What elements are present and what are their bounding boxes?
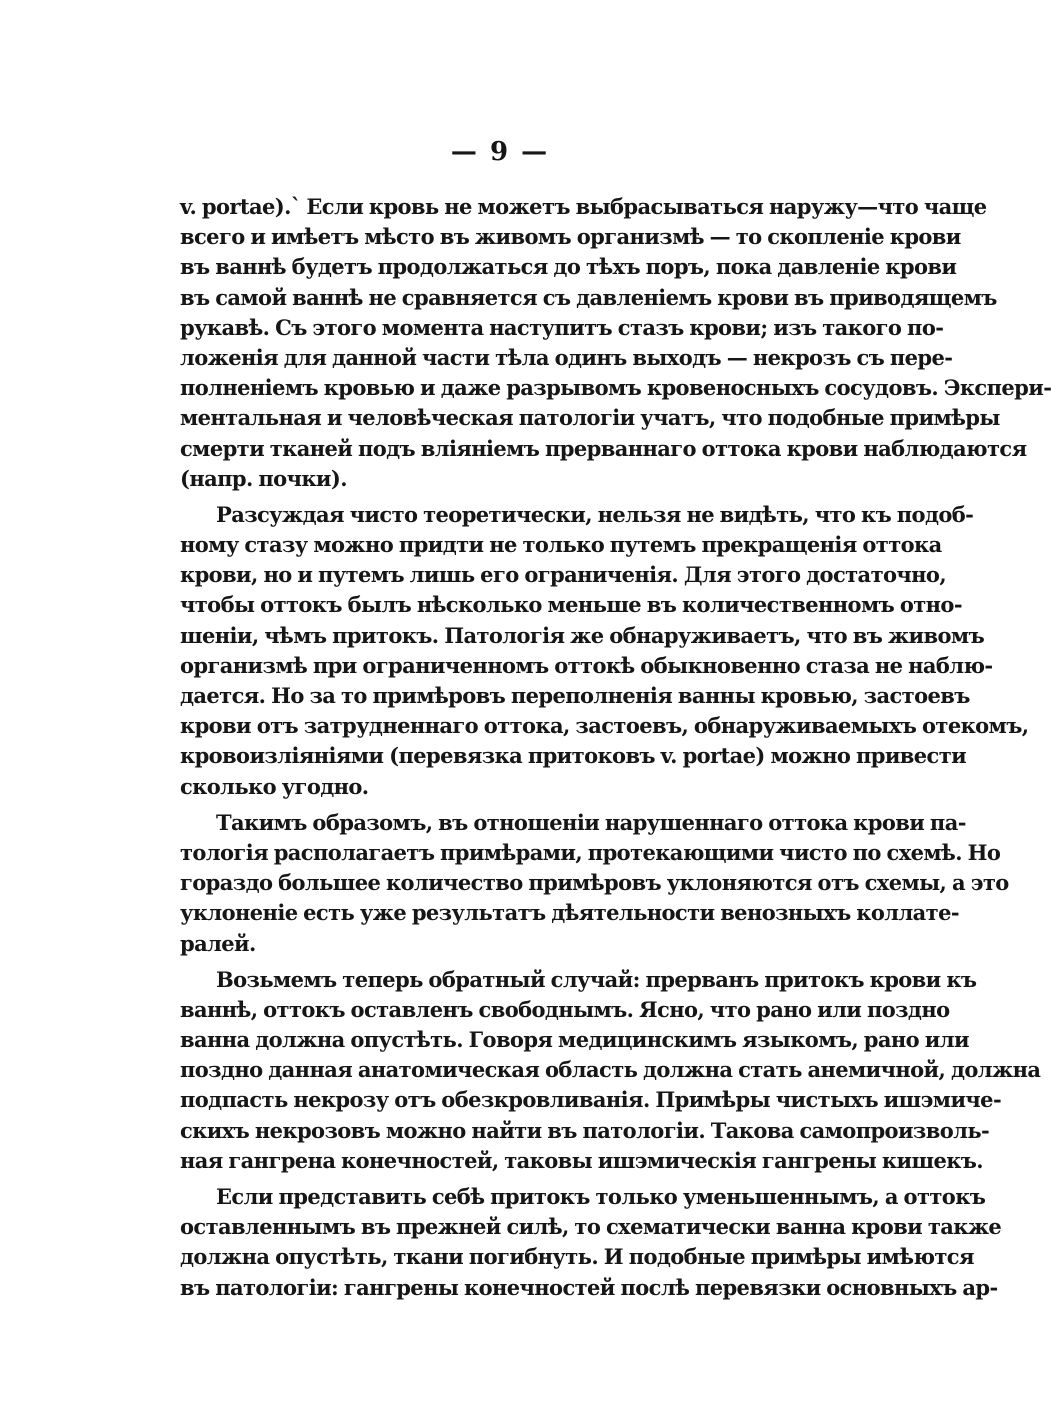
text-line: Если представить себѣ притокъ только уменьшеннымъ, а оттокъ bbox=[216, 1184, 986, 1209]
text-line: ная гангрена конечностей, таковы ишэмическія гангрены кишекъ. bbox=[180, 1147, 983, 1173]
text-line: Такимъ образомъ, въ отношеніи нарушеннаго оттока крови па- bbox=[216, 809, 966, 835]
text-line: ному стазу можно придти не только путемъ прекращенія оттока bbox=[180, 532, 942, 558]
text-line: въ самой ваннѣ не сравняется съ давленіемъ крови въ приводящемъ bbox=[180, 284, 997, 310]
text-line: всего и имѣетъ мѣсто въ живомъ организмѣ — то скопленіе крови bbox=[180, 224, 961, 250]
text-line: (напр. почки). bbox=[180, 465, 347, 491]
text-line: Возьмемъ теперь обратный случай: прерванъ притокъ крови къ bbox=[216, 966, 977, 992]
text-line: кровоизліяніями (перевязка притоковъ v. portae) можно привести bbox=[180, 743, 967, 769]
paragraph-2 bbox=[180, 500, 1029, 802]
page-number: — 9 — bbox=[450, 137, 550, 167]
text-line: въ ваннѣ будетъ продолжаться до тѣхъ поръ, пока давленіе крови bbox=[180, 254, 957, 280]
text-line: сколько угодно. bbox=[180, 773, 369, 799]
body-text bbox=[180, 192, 1051, 1303]
text-line: поздно данная анатомическая область должна стать анемичной, должна bbox=[180, 1057, 1041, 1083]
text-line: скихъ некрозовъ можно найти въ патологіи. Такова самопроизволь- bbox=[180, 1117, 990, 1143]
text-line: крови, но и путемъ лишь его ограниченія. Для этого достаточно, bbox=[180, 562, 947, 588]
paragraph-5 bbox=[180, 1182, 1002, 1303]
text-line: оставленнымъ въ прежней силѣ, то схематически ванна крови также bbox=[180, 1214, 1002, 1240]
paragraph-3 bbox=[180, 808, 1009, 959]
text-line: въ патологіи: гангрены конечностей послѣ перевязки основныхъ ар- bbox=[180, 1274, 998, 1300]
text-line: ложенія для данной части тѣла одинъ выходъ — некрозъ съ пере- bbox=[180, 344, 953, 370]
paragraph-4 bbox=[180, 965, 1041, 1176]
text-line: организмѣ при ограниченномъ оттокѣ обыкновенно стаза не наблю- bbox=[180, 652, 993, 678]
text-line: крови отъ затрудненнаго оттока, застоевъ, обнаруживаемыхъ отекомъ, bbox=[180, 713, 1029, 739]
text-line: ваннѣ, оттокъ оставленъ свободнымъ. Ясно, что рано или поздно bbox=[180, 996, 950, 1022]
text-line: v. portae).` Если кровь не можетъ выбрасываться наружу—что чаще bbox=[180, 194, 987, 219]
text-line: ралей. bbox=[180, 930, 256, 956]
text-line: подпасть некрозу отъ обезкровливанія. Примѣры чистыхъ ишэмиче- bbox=[180, 1087, 1002, 1113]
text-line: чтобы оттокъ былъ нѣсколько меньше въ количественномъ отно- bbox=[180, 592, 962, 618]
paragraph-1 bbox=[180, 192, 1051, 494]
text-line: полненіемъ кровью и даже разрывомъ кровеносныхъ сосудовъ. Экспери- bbox=[180, 375, 1051, 401]
text-line: рукавѣ. Съ этого момента наступитъ стазъ крови; изъ такого по- bbox=[180, 314, 944, 340]
text-line: ментальная и человѣческая патологіи учатъ, что подобные примѣры bbox=[180, 405, 1000, 431]
text-line: дается. Но за то примѣровъ переполненія ванны кровью, застоевъ bbox=[180, 683, 970, 708]
text-line: гораздо большее количество примѣровъ уклоняются отъ схемы, а это bbox=[180, 870, 1009, 896]
text-line: шеніи, чѣмъ притокъ. Патологія же обнаруживаетъ, что въ живомъ bbox=[180, 622, 985, 648]
text-line: ванна должна опустѣть. Говоря медицинскимъ языкомъ, рано или bbox=[180, 1027, 969, 1053]
text-line: Разсуждая чисто теоретически, нельзя не видѣть, что къ подоб- bbox=[216, 501, 974, 527]
text-line: тологія располагаетъ примѣрами, протекающими чисто по схемѣ. Но bbox=[180, 839, 1001, 865]
text-line: смерти тканей подъ вліяніемъ прерваннаго оттока крови наблюдаются bbox=[180, 435, 1027, 461]
text-line: должна опустѣть, ткани погибнуть. И подобные примѣры имѣются bbox=[180, 1244, 974, 1270]
text-line: уклоненіе есть уже результатъ дѣятельности венозныхъ коллате- bbox=[180, 900, 959, 926]
